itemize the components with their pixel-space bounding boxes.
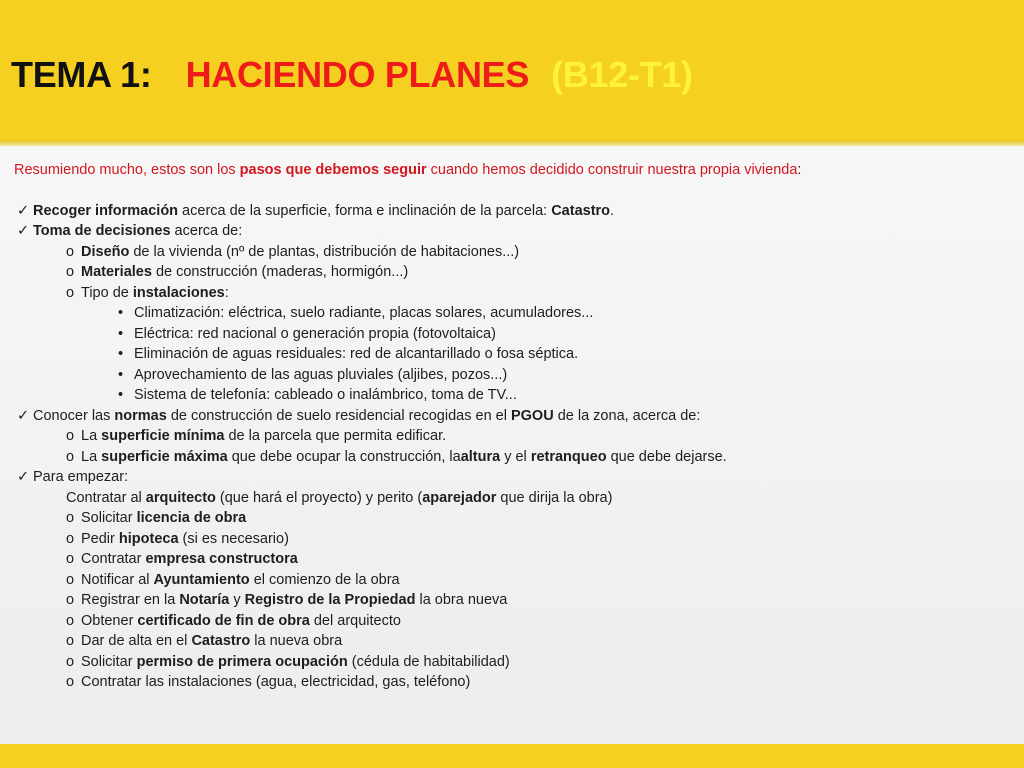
- sub-item: [66, 284, 229, 302]
- text: Eliminación de aguas residuales: red de alcantarillado o fosa séptica.: [134, 346, 579, 362]
- text: Notificar al: [81, 572, 154, 588]
- dot-bullet-icon: •: [118, 387, 124, 403]
- bold-text: Toma de decisiones: [33, 223, 171, 239]
- sub-item: [66, 530, 289, 548]
- text: Sistema de telefonía: cableado o inalámbrico, toma de TV...: [134, 387, 517, 403]
- text: de construcción (maderas, hormigón...): [151, 264, 409, 280]
- text: acerca de:: [170, 223, 243, 239]
- bold-text: certificado de fin de obra: [137, 613, 310, 629]
- bold-text: Registro de la Propiedad: [244, 592, 416, 608]
- text: Climatización: eléctrica, suelo radiante, placas solares, acumuladores...: [134, 305, 594, 321]
- bold-text: Diseño: [81, 244, 130, 260]
- bold-text: Ayuntamiento: [153, 572, 250, 588]
- circle-bullet-icon: o: [66, 428, 75, 444]
- circle-bullet-icon: o: [66, 551, 75, 567]
- text: La: [81, 449, 102, 465]
- text: el comienzo de la obra: [249, 572, 400, 588]
- text: :: [224, 285, 229, 301]
- circle-bullet-icon: o: [66, 654, 75, 670]
- circle-bullet-icon: o: [66, 613, 75, 629]
- text: Pedir: [81, 531, 119, 547]
- text: de la parcela que permita edificar.: [224, 428, 447, 444]
- bold-text: licencia de obra: [136, 510, 247, 526]
- bold-text: retranqueo: [530, 449, 607, 465]
- bullet-item: [118, 386, 517, 404]
- bold-text: PGOU: [510, 408, 554, 424]
- text: Registrar en la: [81, 592, 180, 608]
- text: (que hará el proyecto) y perito (: [215, 490, 423, 506]
- text: y el: [500, 449, 531, 465]
- dot-bullet-icon: •: [118, 346, 124, 362]
- bold-text: empresa constructora: [145, 551, 298, 567]
- text: Contratar: [81, 551, 146, 567]
- sub-text: [66, 489, 612, 507]
- checklist-item: [17, 202, 614, 220]
- text: Resumiendo mucho, estos son los: [14, 162, 240, 178]
- text: Solicitar: [81, 654, 137, 670]
- text: del arquitecto: [309, 613, 401, 629]
- title-topic-number: TEMA 1:: [11, 54, 152, 95]
- checklist-item: [17, 468, 128, 486]
- circle-bullet-icon: o: [66, 531, 75, 547]
- bold-text: instalaciones: [132, 285, 225, 301]
- text: la obra nueva: [415, 592, 508, 608]
- circle-bullet-icon: o: [66, 674, 75, 690]
- bold-text: permiso de primera ocupación: [136, 654, 348, 670]
- circle-bullet-icon: o: [66, 633, 75, 649]
- dot-bullet-icon: •: [118, 305, 124, 321]
- checklist-item: [17, 222, 242, 240]
- checkmark-icon: ✓: [17, 408, 30, 424]
- bullet-item: [118, 345, 578, 363]
- bold-text: Catastro: [551, 203, 611, 219]
- sub-item: [66, 673, 470, 691]
- checkmark-icon: ✓: [17, 469, 30, 485]
- bold-text: Recoger información: [33, 203, 179, 219]
- checkmark-icon: ✓: [17, 223, 30, 239]
- text: cuando hemos decidido construir nuestra propia vivienda: [426, 162, 798, 178]
- bold-text: Materiales: [81, 264, 152, 280]
- sub-item: [66, 243, 519, 261]
- bold-text: Notaría: [179, 592, 230, 608]
- circle-bullet-icon: o: [66, 572, 75, 588]
- bold-text: Catastro: [191, 633, 251, 649]
- text: la nueva obra: [250, 633, 343, 649]
- sub-item: [66, 591, 507, 609]
- circle-bullet-icon: o: [66, 244, 75, 260]
- slide-title: [11, 53, 693, 97]
- bold-text: normas: [114, 408, 167, 424]
- sub-item: [66, 448, 727, 466]
- text: Obtener: [81, 613, 138, 629]
- text: que dirija la obra): [496, 490, 613, 506]
- text: Tipo de: [81, 285, 133, 301]
- circle-bullet-icon: o: [66, 510, 75, 526]
- bullet-item: [118, 366, 507, 384]
- text: de la vivienda (nº de plantas, distribución de habitaciones...): [129, 244, 520, 260]
- text: Para empezar:: [33, 469, 129, 485]
- sub-item: [66, 632, 342, 650]
- sub-item: [66, 653, 510, 671]
- text: que debe dejarse.: [606, 449, 727, 465]
- text: :: [797, 162, 802, 178]
- bullet-item: [118, 304, 593, 322]
- text: La: [81, 428, 102, 444]
- bold-text: pasos que debemos seguir: [239, 162, 427, 178]
- text: Dar de alta en el: [81, 633, 192, 649]
- bold-text: aparejador: [422, 490, 497, 506]
- circle-bullet-icon: o: [66, 592, 75, 608]
- bullet-item: [118, 325, 496, 343]
- bold-text: altura: [460, 449, 501, 465]
- sub-item: [66, 550, 298, 568]
- text: acerca de la superficie, forma e inclinación de la parcela:: [178, 203, 552, 219]
- intro-text: [14, 161, 801, 179]
- bold-text: hipoteca: [118, 531, 179, 547]
- sub-item: [66, 509, 246, 527]
- dot-bullet-icon: •: [118, 367, 124, 383]
- text: Solicitar: [81, 510, 137, 526]
- sub-item: [66, 427, 446, 445]
- sub-item: [66, 263, 408, 281]
- bold-text: superficie máxima: [101, 449, 228, 465]
- dot-bullet-icon: •: [118, 326, 124, 342]
- text: Eléctrica: red nacional o generación propia (fotovoltaica): [134, 326, 496, 342]
- text: (cédula de habitabilidad): [347, 654, 510, 670]
- title-code: (B12-T1): [551, 54, 693, 95]
- checkmark-icon: ✓: [17, 203, 30, 219]
- bold-text: arquitecto: [145, 490, 216, 506]
- footer-bar: [0, 744, 1024, 768]
- circle-bullet-icon: o: [66, 449, 75, 465]
- text: de la zona, acerca de:: [553, 408, 701, 424]
- text: que debe ocupar la construcción, la: [227, 449, 461, 465]
- text: (si es necesario): [178, 531, 289, 547]
- text: .: [610, 203, 615, 219]
- text: Contratar al: [66, 490, 146, 506]
- sub-item: [66, 612, 401, 630]
- bold-text: superficie mínima: [101, 428, 225, 444]
- text: Contratar las instalaciones (agua, electricidad, gas, teléfono): [81, 674, 471, 690]
- circle-bullet-icon: o: [66, 264, 75, 280]
- sub-item: [66, 571, 400, 589]
- text: Conocer las: [33, 408, 115, 424]
- text: y: [229, 592, 245, 608]
- text: de construcción de suelo residencial recogidas en el: [166, 408, 511, 424]
- title-main: HACIENDO PLANES: [185, 54, 530, 95]
- text: Aprovechamiento de las aguas pluviales (aljibes, pozos...): [134, 367, 508, 383]
- checklist-item: [17, 407, 700, 425]
- circle-bullet-icon: o: [66, 285, 75, 301]
